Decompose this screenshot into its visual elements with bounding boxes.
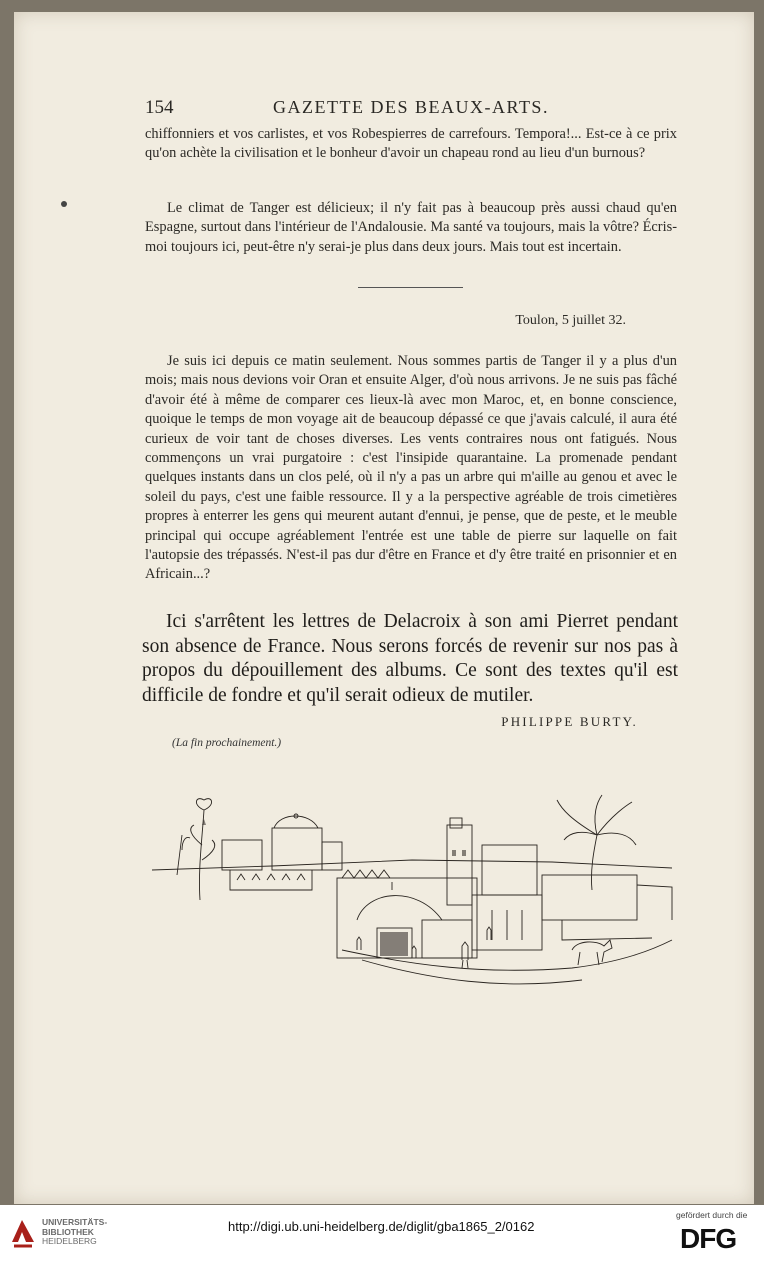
paragraph-top-2	[145, 199, 677, 257]
paragraph-text: Je suis ici depuis ce matin seulement. Nous sommes partis de Tanger il y a plus d'un mois; mais nous devions voir Oran et ensuite Alger, d'où nous arrivons. Je ne suis pas fâché d'avoir été à même de comparer ces lieux-là avec mon Maroc, et, en bonne conscience, quoique le temps de mon voyage ait de beaucoup dépassé ce que j'avais calculé, il aura été curieux de voir tant de choses diverses. Les vents contraires nous ont fatigués. Nous commençons un vrai purgatoire : c'est l'insipide quarantaine. La promenade pendant quelques instants dans un clos pelé, où il n'y a pas un arbre qui m'aille au genou et avec le soleil du pays, c'est une faible ressource. Il y a la perspective agréable de trois cimetières propres à enterrer les gens qui meurent autant d'ennui, je pense, que de peste, et le meuble principal qui occupe agréablement l'entrée est une table de pierre sur laquelle on fait l'autopsie des trépassés. N'est-il pas dur d'être en France et d'y être traité en prisonnier et en Africain...?	[145, 353, 677, 583]
dateline: Toulon, 5 juillet 32.	[515, 313, 626, 328]
letter-paragraph	[145, 352, 677, 585]
dfg-logo: DFG	[680, 1223, 737, 1254]
margin-mark	[61, 201, 67, 207]
continued-note: (La fin prochainement.)	[172, 737, 282, 749]
paragraph-text: Ici s'arrêtent les lettres de Delacroix à son ami Pierret pendant son absence de France. Nous serons forcés de revenir sur nos pas à propos du dépouillement des albums. Ce sont des textes qu'il est difficile de fondre et qu'il serait odieux de mutiler.	[142, 611, 678, 706]
page-sheet	[14, 12, 754, 1204]
funding-note: gefördert durch die	[676, 1210, 748, 1220]
university-library-logo-icon	[10, 1212, 36, 1254]
closing-paragraph	[142, 610, 678, 708]
paragraph-top-1	[145, 125, 677, 164]
page-number: 154	[145, 97, 174, 118]
town-vignette-illustration	[152, 790, 692, 995]
author-signature: PHILIPPE BURTY.	[501, 714, 638, 729]
running-header	[145, 97, 677, 121]
running-title: GAZETTE DES BEAUX-ARTS.	[273, 97, 549, 117]
paragraph-text: chiffonniers et vos carlistes, et vos Robespierres de carrefours. Tempora!... Est-ce à ce prix qu'on achète la civilisation et le bonheur d'avoir un chapeau rond au lieu d'un burnous?	[145, 126, 677, 162]
university-library-name: UNIVERSITÄTS- BIBLIOTHEK HEIDELBERG	[42, 1217, 108, 1246]
source-url-link[interactable]: http://digi.ub.uni-heidelberg.de/diglit/gba1865_2/0162	[228, 1219, 535, 1234]
section-divider	[358, 287, 463, 288]
paragraph-text: Le climat de Tanger est délicieux; il n'y fait pas à beaucoup près aussi chaud qu'en Espagne, surtout dans l'intérieur de l'Andalousie. Ma santé va toujours, mais la vôtre? Écris-moi toujours ici, peut-être n'y serai-je plus dans deux jours. Mais tout est incertain.	[145, 200, 677, 255]
